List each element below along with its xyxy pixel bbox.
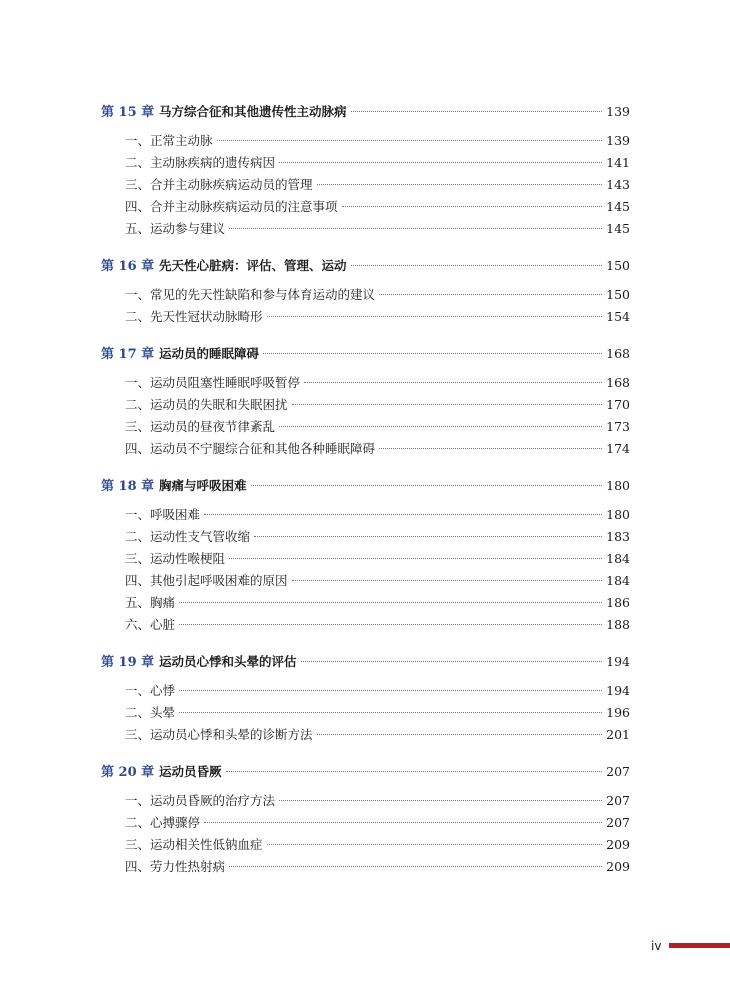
section-page-number: 174 (606, 441, 630, 456)
section-entry[interactable] (101, 372, 630, 394)
chapter-block (101, 100, 630, 254)
section-title: 三、运动相关性低钠血症 (125, 837, 263, 852)
chapter-number: 第 17 章 (101, 347, 155, 362)
chapter-title: 马方综合征和其他遗传性主动脉病 (159, 104, 347, 119)
section-page-number: 150 (606, 287, 630, 302)
section-page-number: 194 (606, 683, 630, 698)
section-page-number: 207 (606, 793, 630, 808)
section-title: 二、运动性支气管收缩 (125, 529, 251, 544)
chapter-page-number: 168 (606, 346, 630, 361)
section-title: 一、正常主动脉 (125, 133, 213, 148)
section-entry[interactable] (101, 790, 630, 812)
section-title: 五、运动参与建议 (125, 221, 226, 236)
chapter-number: 第 20 章 (101, 765, 155, 780)
section-page-number: 184 (606, 573, 630, 588)
section-page-number: 186 (606, 595, 630, 610)
section-entry[interactable] (101, 570, 630, 592)
chapter-page-number: 180 (606, 478, 630, 493)
dot-leader (279, 162, 602, 163)
section-title: 四、劳力性热射病 (125, 859, 226, 874)
chapter-number: 第 19 章 (101, 655, 155, 670)
section-title: 四、运动员不宁腿综合征和其他各种睡眠障碍 (125, 441, 376, 456)
section-page-number: 180 (606, 507, 630, 522)
dot-leader (179, 624, 602, 625)
section-entry[interactable] (101, 284, 630, 306)
chapter-block (101, 342, 630, 474)
dot-leader (179, 712, 602, 713)
chapter-number: 第 18 章 (101, 479, 155, 494)
dot-leader (229, 228, 602, 229)
section-entry[interactable] (101, 856, 630, 878)
table-of-contents (101, 100, 630, 878)
chapter-page-number: 150 (606, 258, 630, 273)
dot-leader (279, 426, 602, 427)
dot-leader (229, 558, 602, 559)
section-title: 六、心脏 (125, 617, 176, 632)
chapter-spacer (101, 746, 630, 760)
section-page-number: 168 (606, 375, 630, 390)
footer-accent-bar (669, 943, 730, 948)
chapter-title: 先天性心脏病：评估、管理、运动 (159, 258, 347, 273)
section-entry[interactable] (101, 614, 630, 636)
section-entry[interactable] (101, 438, 630, 460)
section-page-number: 184 (606, 551, 630, 566)
chapter-spacer (101, 636, 630, 650)
chapter-title: 运动员昏厥 (159, 764, 222, 779)
chapter-block (101, 474, 630, 650)
section-page-number: 209 (606, 859, 630, 874)
chapter-entry[interactable] (101, 254, 630, 278)
section-entry[interactable] (101, 152, 630, 174)
section-title: 一、心悸 (125, 683, 176, 698)
section-title: 一、常见的先天性缺陷和参与体育运动的建议 (125, 287, 376, 302)
section-entry[interactable] (101, 812, 630, 834)
dot-leader (226, 771, 603, 772)
section-entry[interactable] (101, 680, 630, 702)
dot-leader (379, 294, 602, 295)
dot-leader (351, 265, 603, 266)
section-title: 三、运动性喉梗阻 (125, 551, 226, 566)
section-entry[interactable] (101, 218, 630, 240)
dot-leader (304, 382, 602, 383)
chapter-entry[interactable] (101, 100, 630, 124)
section-title: 三、合并主动脉疾病运动员的管理 (125, 177, 313, 192)
section-title: 三、运动员的昼夜节律紊乱 (125, 419, 276, 434)
section-page-number: 143 (606, 177, 630, 192)
section-page-number: 141 (606, 155, 630, 170)
section-title: 一、呼吸困难 (125, 507, 201, 522)
dot-leader (292, 404, 603, 405)
section-page-number: 173 (606, 419, 630, 434)
dot-leader (204, 822, 602, 823)
dot-leader (229, 866, 602, 867)
section-page-number: 154 (606, 309, 630, 324)
section-entry[interactable] (101, 394, 630, 416)
section-page-number: 145 (606, 199, 630, 214)
section-page-number: 196 (606, 705, 630, 720)
section-entry[interactable] (101, 416, 630, 438)
dot-leader (263, 353, 602, 354)
section-entry[interactable] (101, 724, 630, 746)
dot-leader (317, 184, 603, 185)
dot-leader (204, 514, 602, 515)
section-title: 三、运动员心悸和头晕的诊断方法 (125, 727, 313, 742)
section-title: 二、先天性冠状动脉畸形 (125, 309, 263, 324)
section-title: 五、胸痛 (125, 595, 176, 610)
chapter-number: 第 15 章 (101, 105, 155, 120)
section-entry[interactable] (101, 196, 630, 218)
chapter-title: 运动员心悸和头晕的评估 (159, 654, 297, 669)
chapter-spacer (101, 328, 630, 342)
section-entry[interactable] (101, 504, 630, 526)
dot-leader (342, 206, 603, 207)
section-entry[interactable] (101, 526, 630, 548)
section-page-number: 188 (606, 617, 630, 632)
section-page-number: 139 (606, 133, 630, 148)
dot-leader (179, 690, 602, 691)
dot-leader (251, 485, 603, 486)
dot-leader (379, 448, 602, 449)
section-page-number: 207 (606, 815, 630, 830)
dot-leader (267, 844, 603, 845)
chapter-block (101, 254, 630, 342)
dot-leader (351, 111, 603, 112)
chapter-page-number: 207 (606, 764, 630, 779)
section-title: 四、合并主动脉疾病运动员的注意事项 (125, 199, 338, 214)
dot-leader (254, 536, 602, 537)
section-title: 二、运动员的失眠和失眠困扰 (125, 397, 288, 412)
dot-leader (292, 580, 603, 581)
dot-leader (267, 316, 603, 317)
section-title: 四、其他引起呼吸困难的原因 (125, 573, 288, 588)
section-title: 二、心搏骤停 (125, 815, 201, 830)
section-title: 二、头晕 (125, 705, 176, 720)
section-page-number: 145 (606, 221, 630, 236)
section-entry[interactable] (101, 130, 630, 152)
dot-leader (279, 800, 602, 801)
chapter-page-number: 194 (606, 654, 630, 669)
chapter-entry[interactable] (101, 650, 630, 674)
page-number: iv (651, 939, 662, 953)
section-page-number: 209 (606, 837, 630, 852)
section-page-number: 170 (606, 397, 630, 412)
section-page-number: 201 (606, 727, 630, 742)
section-title: 二、主动脉疾病的遗传病因 (125, 155, 276, 170)
section-entry[interactable] (101, 306, 630, 328)
chapter-title: 运动员的睡眠障碍 (159, 346, 260, 361)
chapter-title: 胸痛与呼吸困难 (159, 478, 247, 493)
chapter-block (101, 650, 630, 760)
dot-leader (179, 602, 602, 603)
dot-leader (301, 661, 603, 662)
section-entry[interactable] (101, 834, 630, 856)
chapter-entry[interactable] (101, 342, 630, 366)
section-title: 一、运动员昏厥的治疗方法 (125, 793, 276, 808)
section-title: 一、运动员阻塞性睡眠呼吸暂停 (125, 375, 301, 390)
section-entry[interactable] (101, 592, 630, 614)
dot-leader (217, 140, 603, 141)
section-page-number: 183 (606, 529, 630, 544)
section-entry[interactable] (101, 174, 630, 196)
chapter-page-number: 139 (606, 104, 630, 119)
chapter-number: 第 16 章 (101, 259, 155, 274)
chapter-entry[interactable] (101, 760, 630, 784)
section-entry[interactable] (101, 548, 630, 570)
section-entry[interactable] (101, 702, 630, 724)
chapter-spacer (101, 460, 630, 474)
chapter-block (101, 760, 630, 878)
dot-leader (317, 734, 603, 735)
chapter-entry[interactable] (101, 474, 630, 498)
chapter-spacer (101, 240, 630, 254)
